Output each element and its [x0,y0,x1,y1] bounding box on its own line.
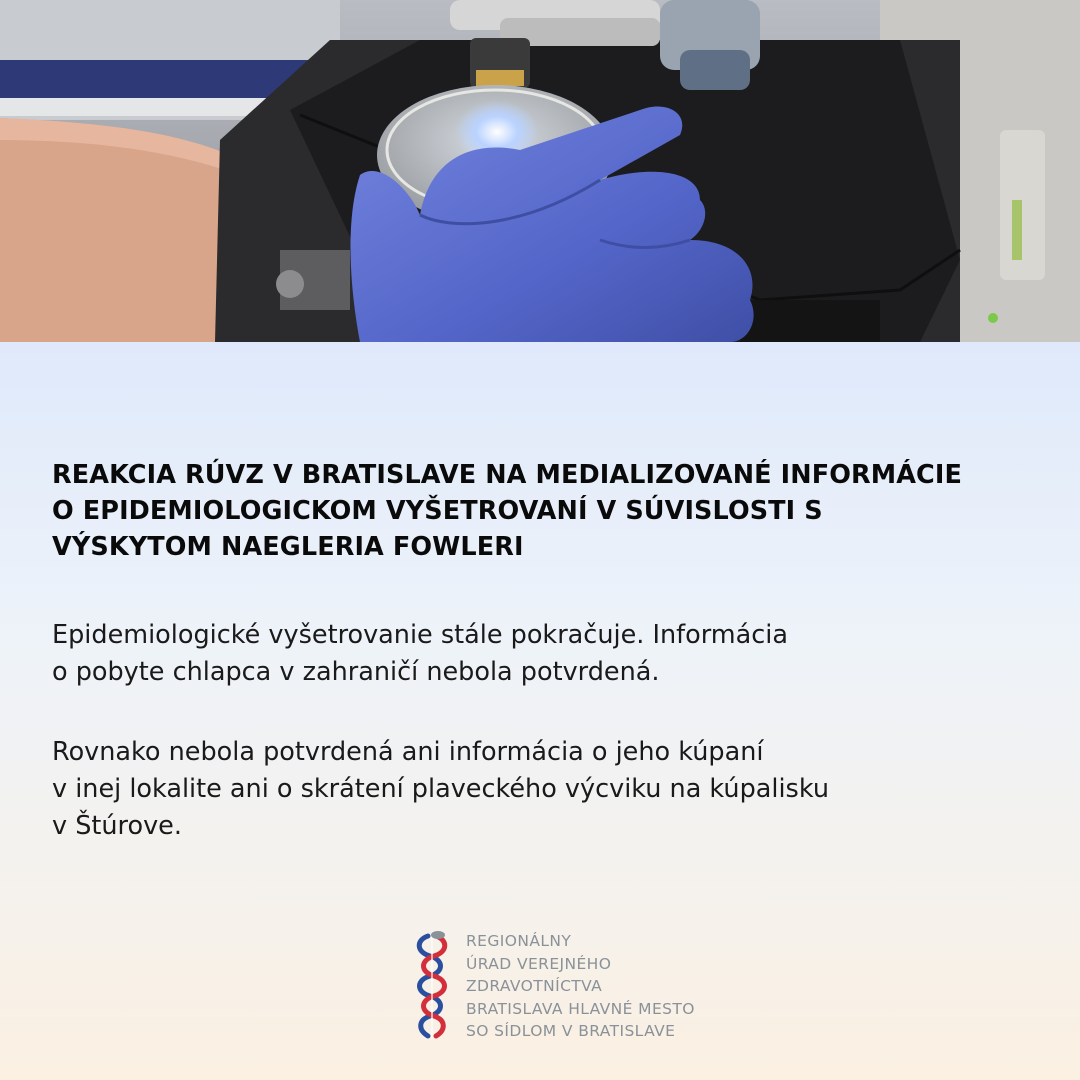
logo-text-line: BRATISLAVA HLAVNÉ MESTO [466,999,695,1018]
paragraph-line: v inej lokalite ani o skrátení plaveckého výcviku na kúpalisku [52,774,829,804]
content-panel [0,342,1080,1080]
body-paragraph [52,617,1052,691]
institution-logo [414,930,734,1040]
headline-line: REAKCIA RÚVZ V BRATISLAVE NA MEDIALIZOVANÉ INFORMÁCIE [52,460,962,490]
logo-wordmark [466,930,695,1043]
caduceus-logo-icon [414,930,450,1040]
body-paragraph [52,734,1052,845]
headline [52,457,1072,565]
header-photo [0,0,1080,342]
paragraph-line: v Štúrove. [52,811,182,841]
paragraph-line: Epidemiologické vyšetrovanie stále pokračuje. Informácia [52,620,788,650]
logo-text-line: ZDRAVOTNÍCTVA [466,977,603,995]
paragraph-line: o pobyte chlapca v zahraničí nebola potvrdená. [52,657,660,687]
paragraph-line: Rovnako nebola potvrdená ani informácia o jeho kúpaní [52,737,764,767]
headline-line: VÝSKYTOM NAEGLERIA FOWLERI [52,532,524,562]
microscope-photo [0,0,1080,342]
logo-text-line: REGIONÁLNY [466,932,572,950]
logo-text-line: ÚRAD VEREJNÉHO [466,954,612,973]
logo-text-line: SO SÍDLOM V BRATISLAVE [466,1022,676,1040]
headline-line: O EPIDEMIOLOGICKOM VYŠETROVANÍ V SÚVISLOSTI S [52,496,823,526]
